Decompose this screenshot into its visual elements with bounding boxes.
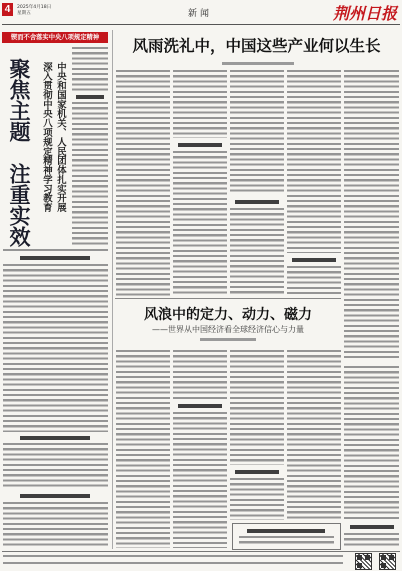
article1-byline	[222, 62, 294, 65]
body-text-block	[230, 478, 284, 520]
issue-date: 2025年4月18日	[17, 5, 52, 10]
highlight-box	[232, 523, 341, 550]
subheading-bar	[247, 529, 325, 533]
body-text-block	[173, 350, 227, 400]
body-text-block	[116, 350, 170, 548]
header-rule	[2, 24, 400, 25]
column-banner: 锲而不舍落实中央八项规定精神	[2, 32, 108, 43]
qr-code-icon	[355, 553, 372, 570]
body-text-block	[230, 70, 284, 195]
subheading-bar	[76, 95, 104, 99]
footer-info-line	[3, 562, 343, 565]
body-text-block	[72, 102, 108, 245]
subheading-bar	[20, 494, 90, 498]
body-text-block	[173, 151, 227, 296]
body-text-block	[3, 502, 108, 548]
body-text-block	[287, 266, 341, 296]
issue-weekday: 星期五	[17, 11, 31, 16]
body-text-block	[230, 350, 284, 465]
subheading-bar	[235, 200, 279, 204]
subheading-bar	[235, 470, 279, 474]
footer-info-line	[3, 555, 343, 558]
feature-title-part1: 聚焦主题	[7, 58, 31, 142]
body-text-block	[344, 533, 399, 548]
body-text-block	[287, 70, 341, 253]
body-text-block	[173, 412, 227, 548]
page-number: 4	[2, 3, 13, 16]
feature-subtitle-line1: 深入贯彻中央八项规定精神学习教育	[41, 62, 52, 213]
body-text-block	[116, 70, 170, 296]
body-text-block	[344, 366, 399, 520]
body-text-block	[72, 47, 108, 91]
body-text-block	[3, 249, 108, 253]
article2-byline	[200, 338, 256, 341]
feature-title-part2: 注重实效	[7, 163, 31, 247]
body-text-block	[287, 350, 341, 520]
subheading-bar	[350, 525, 394, 529]
body-text-block	[173, 70, 227, 138]
subheading-bar	[178, 404, 222, 408]
subheading-bar	[178, 143, 222, 147]
article-separator	[115, 298, 341, 299]
article2-headline: 风浪中的定力、动力、磁力	[144, 307, 312, 323]
body-text-block	[230, 208, 284, 296]
section-title: 新闻	[187, 9, 212, 19]
subheading-bar	[20, 436, 90, 440]
qr-code-icon	[379, 553, 396, 570]
subheading-bar	[20, 256, 90, 260]
body-text-block	[3, 443, 108, 490]
article1-headline: 风雨洗礼中，中国这些产业何以生长	[132, 37, 381, 55]
newspaper-logo: 荆州日报	[332, 6, 397, 23]
body-text-block	[239, 536, 334, 545]
column-divider	[112, 30, 113, 549]
feature-subtitle-line2: 中央和国家机关、人民团体扎实开展	[55, 62, 66, 213]
footer-rule	[2, 551, 400, 552]
subheading-bar	[292, 258, 336, 262]
article2-subtitle: ——世界从中国经济看全球经济信心与力量	[152, 325, 304, 334]
body-text-block	[3, 264, 108, 432]
body-text-block	[344, 70, 399, 360]
